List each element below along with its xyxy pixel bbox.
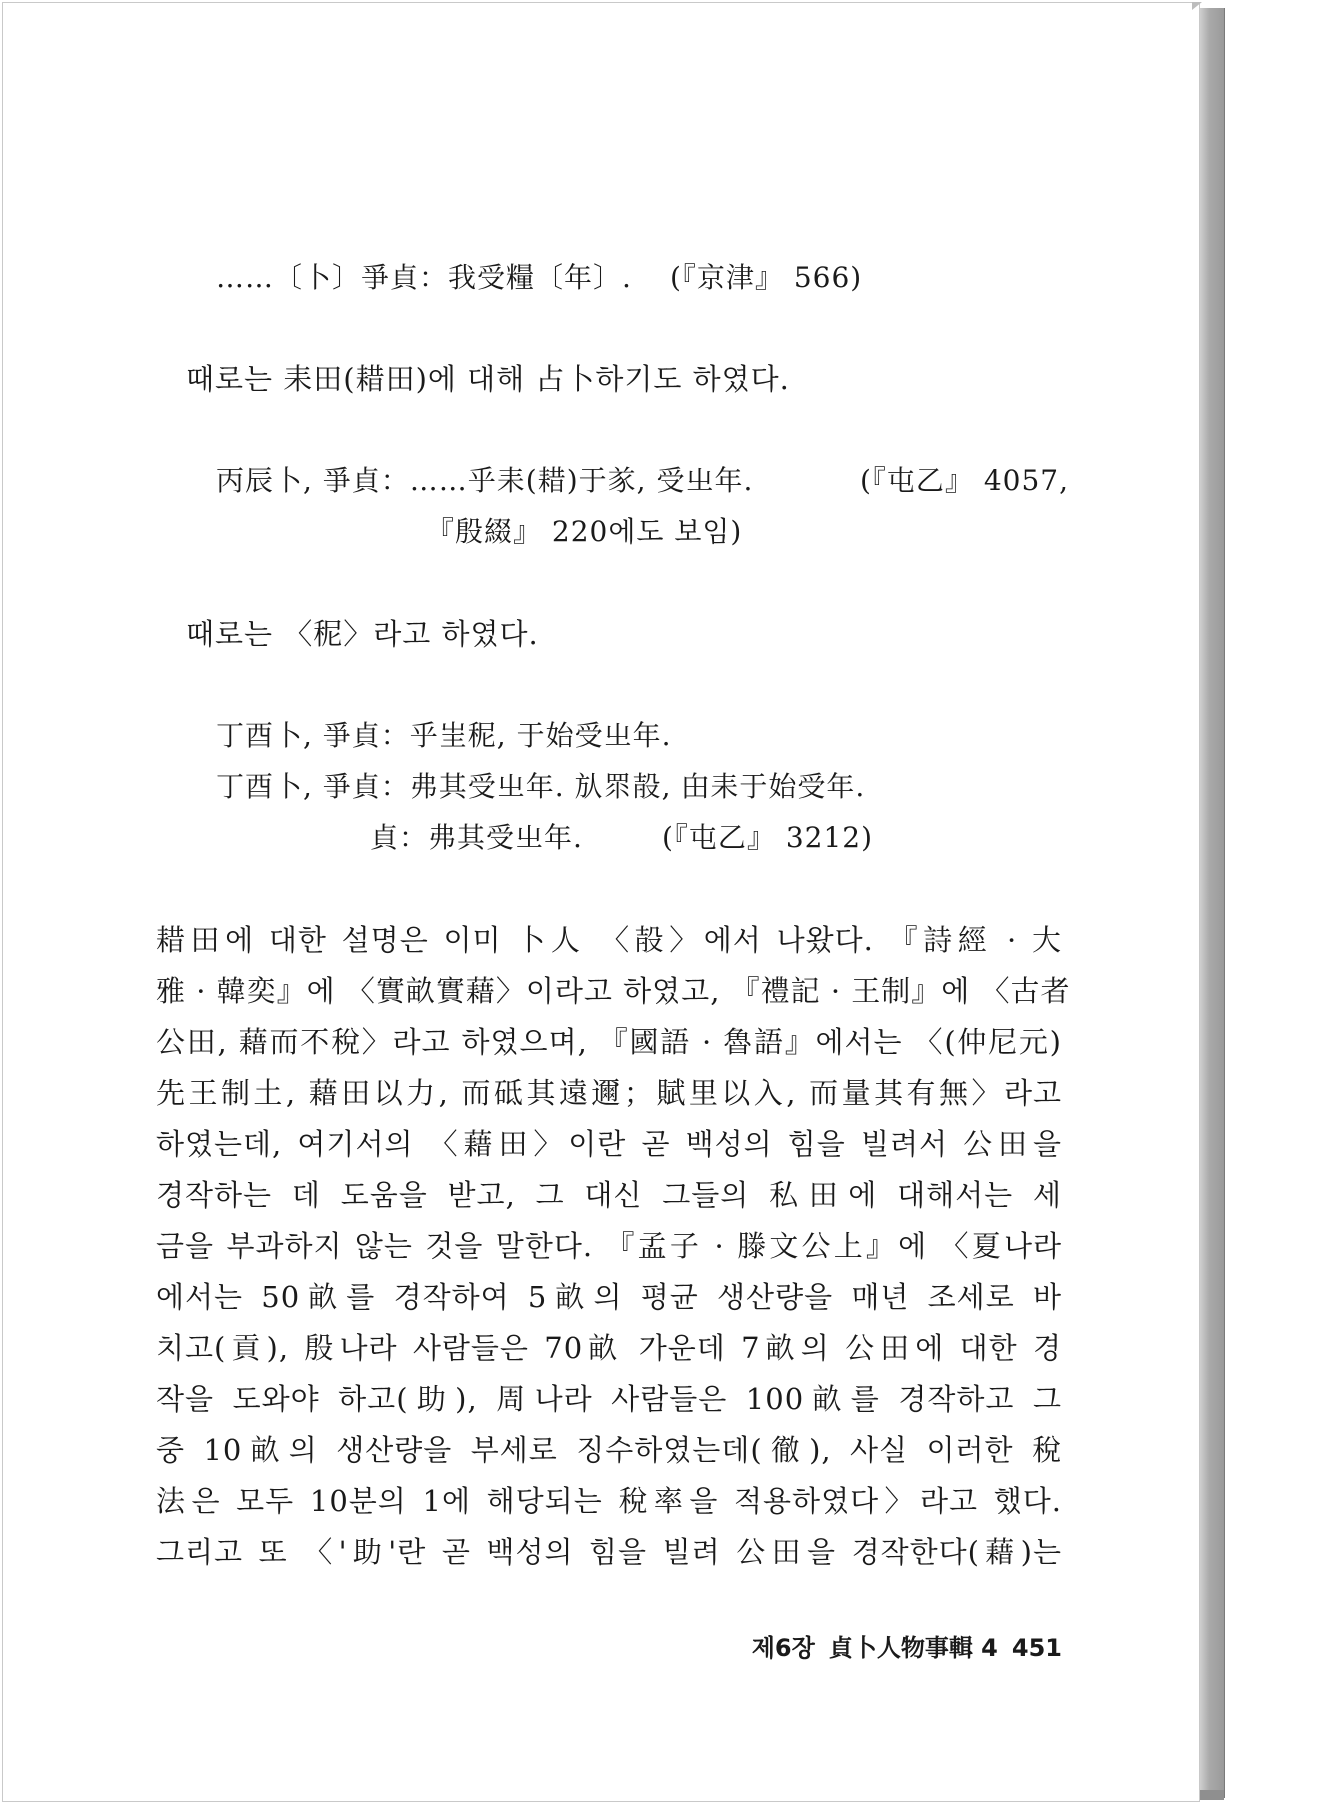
footer-chapter: 제6장	[751, 1634, 815, 1662]
quote-2-text: 丙辰卜, 爭貞：……乎耒(耤)于㒸, 受㞢年.	[216, 464, 754, 497]
page-edge-shadow	[1200, 8, 1225, 1798]
body-line: 작을 도와야 하고(助), 周나라 사람들은 100畝를 경작하고 그	[156, 1382, 1062, 1416]
body-line: 耤田에 대한 설명은 이미 卜人 〈㱿〉에서 나왔다. 『詩經 · 大	[156, 923, 1062, 957]
paragraph-1: 때로는 耒田(耤田)에 대해 占卜하기도 하였다.	[186, 362, 790, 396]
page-edge-bottom	[1200, 1790, 1224, 1800]
body-line: 경작하는 데 도움을 받고, 그 대신 그들의 私田에 대해서는 세	[156, 1178, 1062, 1212]
quote-3-line-2: 丁酉卜, 爭貞：弗其受㞢年. 㫃眔㱿, 甶耒于始受年.	[216, 770, 866, 803]
page-footer	[700, 1628, 1062, 1663]
body-line: 公田, 藉而不稅〉라고 하였으며, 『國語 · 魯語』에서는 〈(仲尼元)	[156, 1025, 1062, 1059]
body-line: 치고(貢), 殷나라 사람들은 70畝 가운데 7畝의 公田에 대한 경	[156, 1331, 1062, 1365]
body-line: 雅 · 韓奕』에 〈實畝實藉〉이라고 하였고, 『禮記 · 王制』에 〈古者	[156, 974, 1071, 1008]
body-line: 하였는데, 여기서의 〈藉田〉이란 곧 백성의 힘을 빌려서 公田을	[156, 1127, 1062, 1161]
quote-1-citation: (『京津』 566)	[670, 261, 863, 294]
footer-running-title: 貞卜人物事輯 4	[828, 1634, 998, 1662]
paragraph-2: 때로는 〈秜〉라고 하였다.	[186, 617, 539, 651]
quote-2-citation-continued: 『殷綴』 220에도 보임)	[426, 515, 743, 548]
body-line: 그리고 또 〈'助'란 곧 백성의 힘을 빌려 公田을 경작한다(藉)는	[156, 1535, 1062, 1569]
body-line: 에서는 50畝를 경작하여 5畝의 평균 생산량을 매년 조세로 바	[156, 1280, 1062, 1314]
quote-3-line-1: 丁酉卜, 爭貞：乎㞷秜, 于始受㞢年.	[216, 719, 672, 752]
body-line: 先王制土, 藉田以力, 而砥其遠邇；賦里以入, 而量其有無〉라고	[156, 1076, 1062, 1110]
body-line: 法은 모두 10분의 1에 해당되는 稅率을 적용하였다〉라고 했다.	[156, 1484, 1062, 1518]
page-number: 451	[1011, 1634, 1062, 1662]
quote-1-text: ……〔卜〕爭貞：我受糧〔年〕.	[216, 261, 632, 294]
quote-3-line-3: 貞：弗其受㞢年.	[370, 821, 583, 854]
body-line: 금을 부과하지 않는 것을 말한다. 『孟子 · 滕文公上』에 〈夏나라	[156, 1229, 1062, 1263]
body-line: 중 10畝의 생산량을 부세로 징수하였는데(徹), 사실 이러한 稅	[156, 1433, 1062, 1467]
quote-3-citation: (『屯乙』 3212)	[662, 821, 874, 854]
quote-2-citation: (『屯乙』 4057,	[860, 464, 1069, 497]
